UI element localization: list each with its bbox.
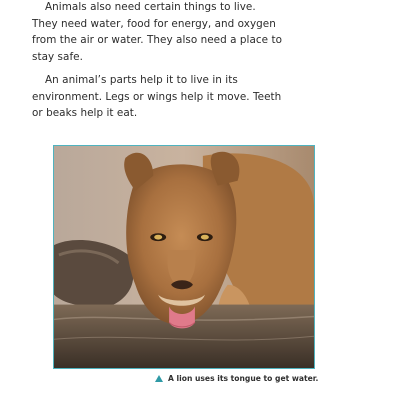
- body-text: [32, 0, 282, 129]
- caption-text: A lion uses its tongue to get water.: [168, 374, 319, 383]
- lioness-drinking-illustration: [54, 146, 314, 368]
- photo-caption: [155, 374, 318, 383]
- caption-triangle-icon: [155, 375, 163, 382]
- paragraph-animal-needs: Animals also need certain things to live. They need water, food for energy, and oxygen from the air or water. They also need a place to stay safe.: [32, 1, 282, 63]
- paragraph-animal-parts: An animal’s parts help it to live in its environment. Legs or wings help it move. Teeth or beaks help it eat.: [32, 74, 282, 119]
- lion-photo: [53, 145, 315, 369]
